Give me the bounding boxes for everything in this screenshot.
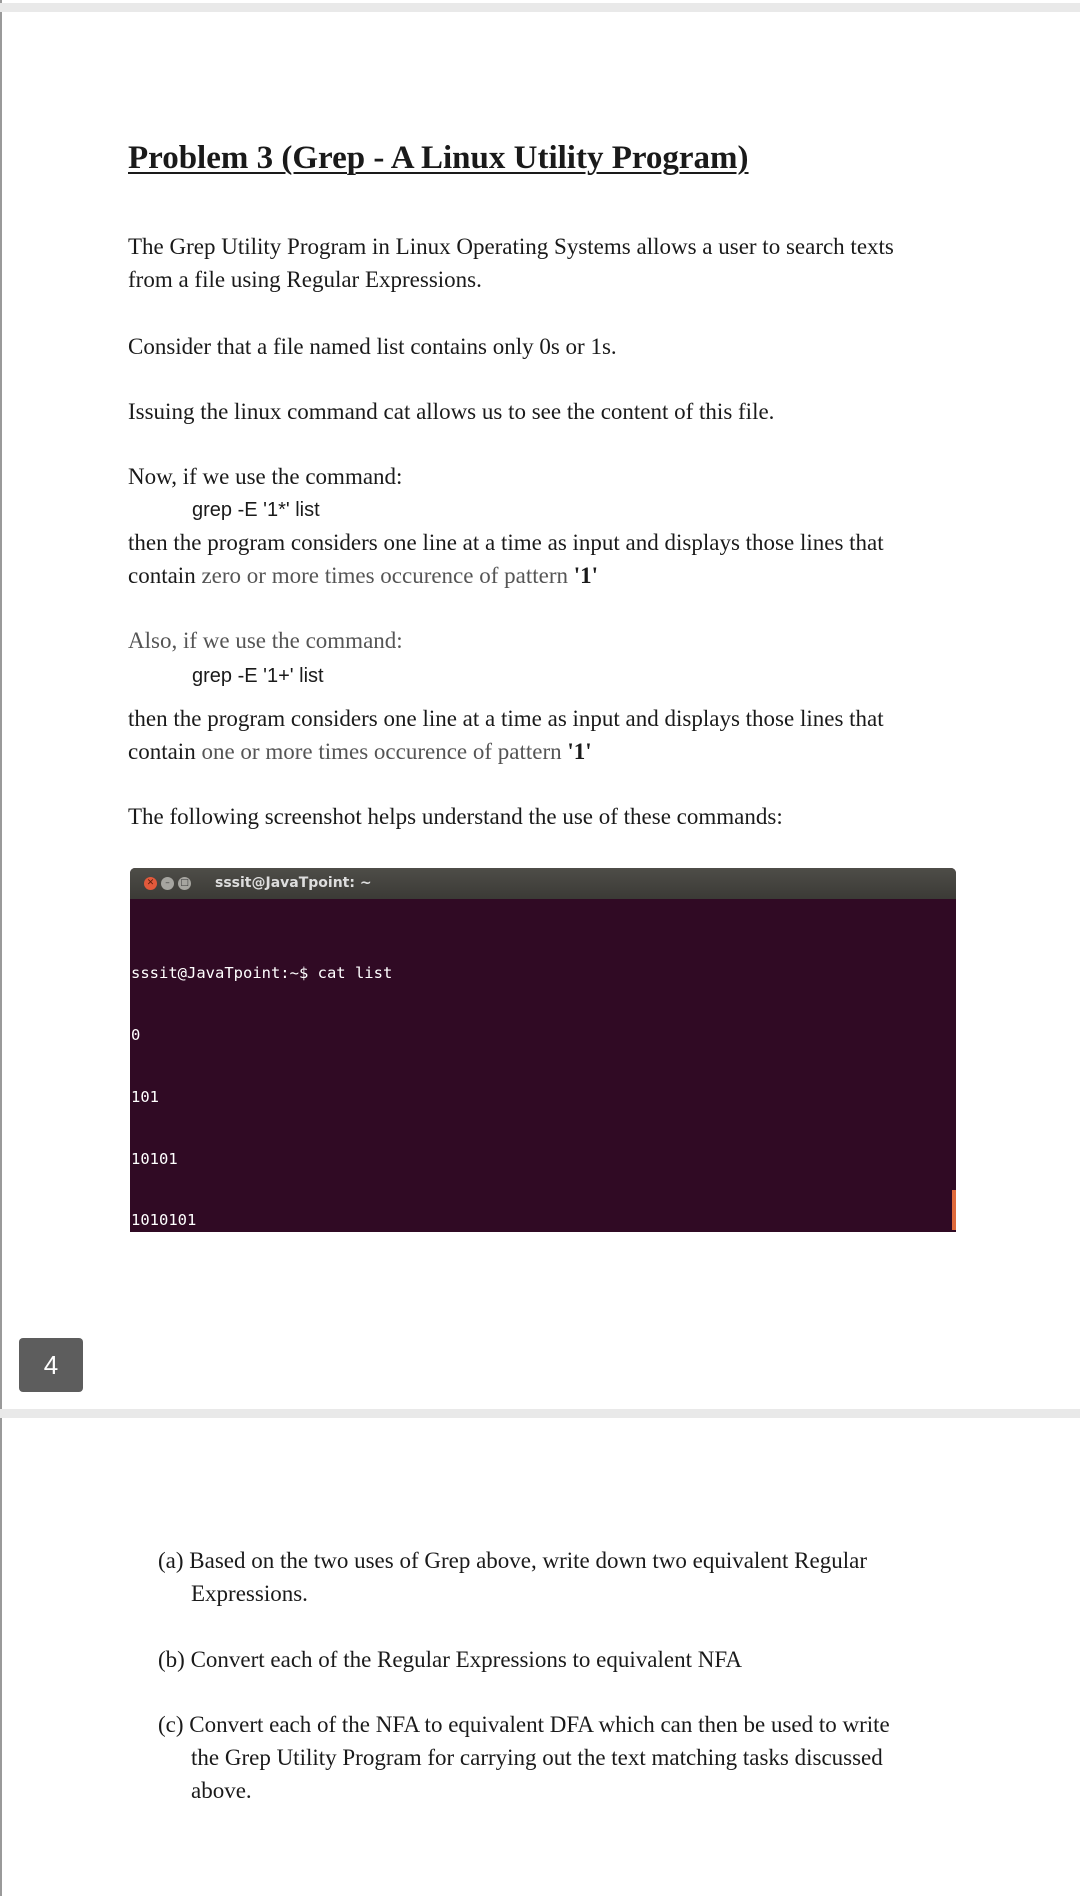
question-c-line-1: Convert each of the NFA to equivalent DFA which can then be used to write <box>189 1712 890 1737</box>
section1-desc-line-1: then the program considers one line at a time as input and displays those lines that <box>128 530 884 555</box>
question-a-label: (a) <box>158 1548 184 1573</box>
section1-desc-prefix: contain <box>128 563 196 588</box>
section1-pattern: '1' <box>573 563 599 588</box>
command: cat list <box>317 964 393 983</box>
output-line: 101 <box>131 1087 159 1106</box>
question-a-line-1: Based on the two uses of Grep above, write down two equivalent Regular <box>189 1548 867 1573</box>
page-break-divider <box>0 1409 1080 1418</box>
terminal-titlebar <box>130 868 956 899</box>
section1-intro: Now, if we use the command: <box>128 464 403 489</box>
section2-desc-line-1: then the program considers one line at a time as input and displays those lines that <box>128 706 884 731</box>
prompt: sssit@JavaTpoint:~$ <box>131 964 318 983</box>
output-line: 0 <box>131 1025 141 1044</box>
question-c-line-3: above. <box>191 1778 252 1803</box>
maximize-icon[interactable]: □ <box>178 877 191 890</box>
terminal-screen[interactable] <box>131 922 476 1232</box>
section2-desc-prefix: contain <box>128 739 196 764</box>
section2-intro: Also, if we use the command: <box>128 628 403 653</box>
screenshot-intro: The following screenshot helps understand the use of these commands: <box>128 804 783 829</box>
intro-line-1: The Grep Utility Program in Linux Operating Systems allows a user to search texts <box>128 234 894 259</box>
question-c-line-2: the Grep Utility Program for carrying out the text matching tasks discussed <box>191 1745 883 1770</box>
question-a-line-2: Expressions. <box>191 1581 308 1606</box>
page-top-divider <box>0 3 1080 12</box>
minimize-icon[interactable]: – <box>161 877 174 890</box>
output-line: 10101 <box>131 1149 178 1168</box>
close-icon[interactable]: ✕ <box>144 877 157 890</box>
section2-command: grep -E '1+' list <box>192 665 324 687</box>
section2-desc-grey: one or more times occurence of pattern <box>195 739 568 764</box>
output-line: 1010101 <box>131 1211 197 1230</box>
terminal-window <box>130 868 956 1232</box>
terminal-scrollbar[interactable] <box>952 1190 956 1230</box>
section2-pattern: '1' <box>567 739 592 764</box>
section1-desc-grey: zero or more times occurence of pattern <box>195 563 574 588</box>
intro-paragraph <box>128 230 958 296</box>
issuing-paragraph: Issuing the linux command cat allows us to see the content of this file. <box>128 399 775 424</box>
page-left-rule <box>0 0 2 1896</box>
terminal-title: sssit@JavaTpoint: ~ <box>215 875 372 891</box>
question-b-text: Convert each of the Regular Expressions to equivalent NFA <box>184 1647 743 1672</box>
question-c <box>158 1708 968 1807</box>
terminal-command-line <box>131 963 476 984</box>
section1-command: grep -E '1*' list <box>192 499 320 521</box>
section1-description <box>128 526 958 592</box>
intro-line-2: from a file using Regular Expressions. <box>128 267 482 292</box>
section2-description <box>128 702 958 768</box>
question-b-label: (b) <box>158 1647 185 1672</box>
page-number-badge: 4 <box>19 1338 83 1392</box>
question-b <box>158 1643 968 1676</box>
question-a <box>158 1544 968 1610</box>
question-c-label: (c) <box>158 1712 184 1737</box>
consider-paragraph: Consider that a file named list contains only 0s or 1s. <box>128 334 617 359</box>
problem-title: Problem 3 (Grep - A Linux Utility Program) <box>128 140 749 176</box>
